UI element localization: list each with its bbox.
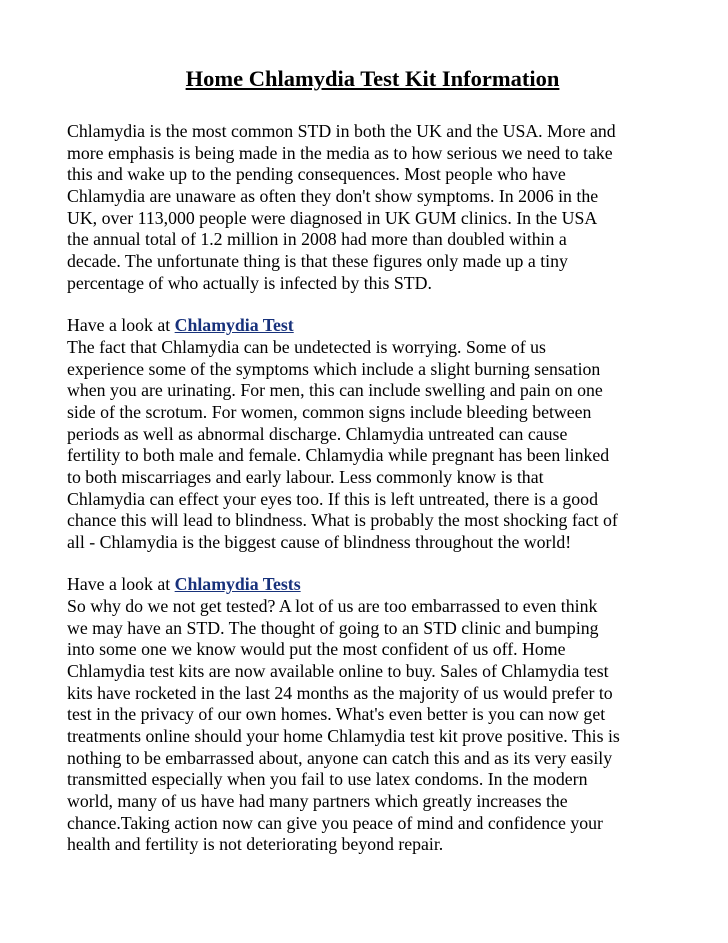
text-line: nothing to be embarrassed about, anyone can catch this and as its very easily [67,747,613,768]
text-line: Chlamydia test kits are now available online to buy. Sales of Chlamydia test [67,661,609,682]
text-line: health and fertility is not deteriorating beyond repair. [67,834,444,855]
text-line: test in the privacy of our own homes. What's even better is you can now get [67,704,606,725]
section-1-paragraph [67,315,668,553]
section-2-paragraph [67,574,668,856]
text-line: when you are urinating. For men, this can include swelling and pain on one [67,380,603,401]
text-line: chance.Taking action now can give you peace of mind and confidence your [67,812,603,833]
text-line: percentage of who actually is infected by this STD. [67,272,432,293]
text-line: all - Chlamydia is the biggest cause of blindness throughout the world! [67,531,572,552]
link-prefix: Have a look at [67,315,175,336]
text-line: experience some of the symptoms which include a slight burning sensation [67,358,601,379]
text-line: this and wake up to the pending consequences. Most people who have [67,164,566,185]
link-line [67,574,668,596]
text-line: The fact that Chlamydia can be undetected is worrying. Some of us [67,336,546,357]
text-line: kits have rocketed in the last 24 months as the majority of us would prefer to [67,682,613,703]
text-line: the annual total of 1.2 million in 2008 had more than doubled within a [67,229,567,250]
text-line: side of the scrotum. For women, common signs include bleeding between [67,401,592,422]
text-line: world, many of us have had many partners which greatly increases the [67,791,568,812]
chlamydia-test-link[interactable]: Chlamydia Test [174,315,294,336]
text-line: UK, over 113,000 people were diagnosed in UK GUM clinics. In the USA [67,207,598,228]
page-title: Home Chlamydia Test Kit Information [185,66,560,91]
text-line: to both miscarriages and early labour. Less commonly know is that [67,466,544,487]
text-line: treatments online should your home Chlamydia test kit prove positive. This is [67,726,620,747]
chlamydia-tests-link[interactable]: Chlamydia Tests [174,574,301,595]
text-line: decade. The unfortunate thing is that these figures only made up a tiny [67,250,568,271]
text-line: we may have an STD. The thought of going to an STD clinic and bumping [67,617,599,638]
text-line: more emphasis is being made in the media as to how serious we need to take [67,142,613,163]
text-line: into some one we know would put the most confident of us off. Home [67,639,566,660]
text-line: So why do we not get tested? A lot of us are too embarrassed to even think [67,596,598,617]
intro-paragraph [67,121,668,294]
text-line: chance this will lead to blindness. What is probably the most shocking fact of [67,510,618,531]
text-line: Chlamydia can effect your eyes too. If this is left untreated, there is a good [67,488,598,509]
text-line: transmitted especially when you fail to use latex condoms. In the modern [67,769,588,790]
text-line: periods as well as abnormal discharge. Chlamydia untreated can cause [67,423,568,444]
text-line: fertility to both male and female. Chlamydia while pregnant has been linked [67,445,610,466]
link-prefix: Have a look at [67,574,175,595]
text-line: Chlamydia are unaware as often they don't show symptoms. In 2006 in the [67,185,599,206]
text-line: Chlamydia is the most common STD in both the UK and the USA. More and [67,121,616,141]
link-line [67,315,668,337]
